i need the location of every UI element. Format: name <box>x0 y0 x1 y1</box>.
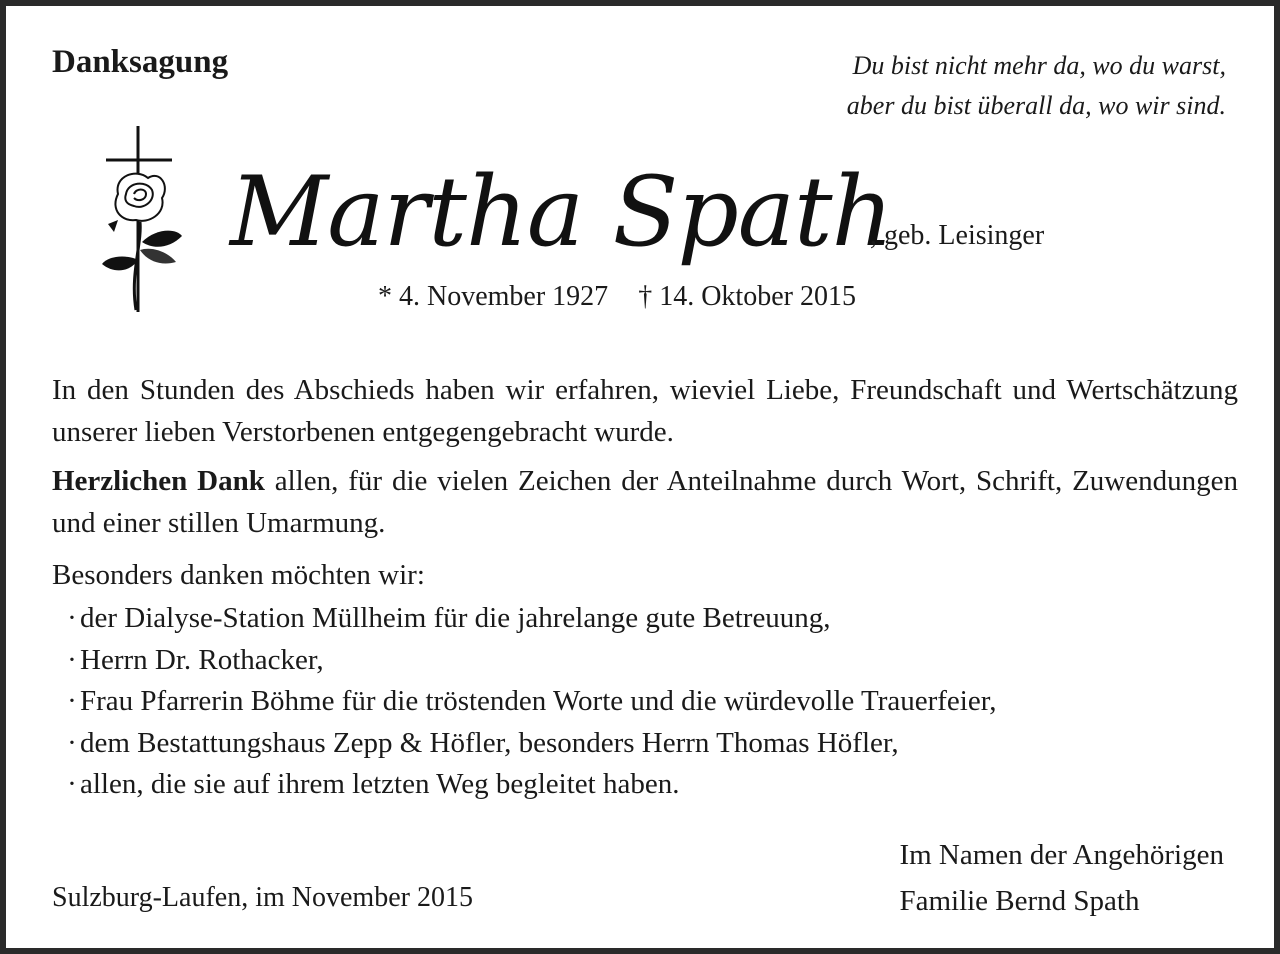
thanks-emphasis: Herzlichen Dank <box>52 465 265 497</box>
signature-line-1: Im Namen der Angehörigen <box>899 839 1224 871</box>
list-item: · Herrn Dr. Rothacker, <box>64 640 996 682</box>
signature <box>899 832 1224 924</box>
signature-line-2: Familie Bernd Spath <box>899 885 1140 917</box>
life-dates <box>378 281 856 313</box>
list-item: · Frau Pfarrerin Böhme für die tröstenden Worte und die würdevolle Trauerfeier, <box>64 681 996 723</box>
bullet: · <box>67 685 77 717</box>
motto <box>847 46 1226 126</box>
place-date: Sulzburg-Laufen, im November 2015 <box>52 882 473 913</box>
list-item: · dem Bestattungshaus Zepp & Höfler, besonders Herrn Thomas Höfler, <box>64 723 996 765</box>
bullet: · <box>67 643 77 676</box>
motto-line-1: Du bist nicht mehr da, wo du warst, <box>852 51 1226 80</box>
list-item: · der Dialyse-Station Müllheim für die jahrelange gute Betreuung, <box>64 598 996 640</box>
paragraph-farewell: In den Stunden des Abschieds haben wir erfahren, wieviel Liebe, Freundschaft und Wertschätzung unserer lieben Verstorbenen entgegengebracht wurde. <box>52 374 1238 448</box>
death-date: † 14. Oktober 2015 <box>638 281 856 312</box>
thanks-rest: allen, für die vielen Zeichen der Anteilnahme durch Wort, Schrift, Zuwendungen und einer stillen Umarmung. <box>52 465 1238 539</box>
motto-line-2: aber du bist überall da, wo wir sind. <box>846 91 1226 120</box>
paragraph-special-thanks: Besonders danken möchten wir: <box>52 559 425 591</box>
paragraph-thanks <box>52 460 1238 544</box>
list-item: · allen, die sie auf ihrem letzten Weg begleitet haben. <box>64 764 996 806</box>
bullet: · <box>67 726 77 759</box>
thanks-list <box>64 598 996 806</box>
birth-date: * 4. November 1927 <box>378 281 609 312</box>
cross-rose-icon <box>96 124 191 316</box>
bullet: · <box>67 602 77 634</box>
maiden-name: , geb. Leisinger <box>870 220 1045 251</box>
heading: Danksagung <box>52 44 229 80</box>
bullet: · <box>67 768 77 800</box>
deceased-name: Martha Spath <box>230 156 893 268</box>
